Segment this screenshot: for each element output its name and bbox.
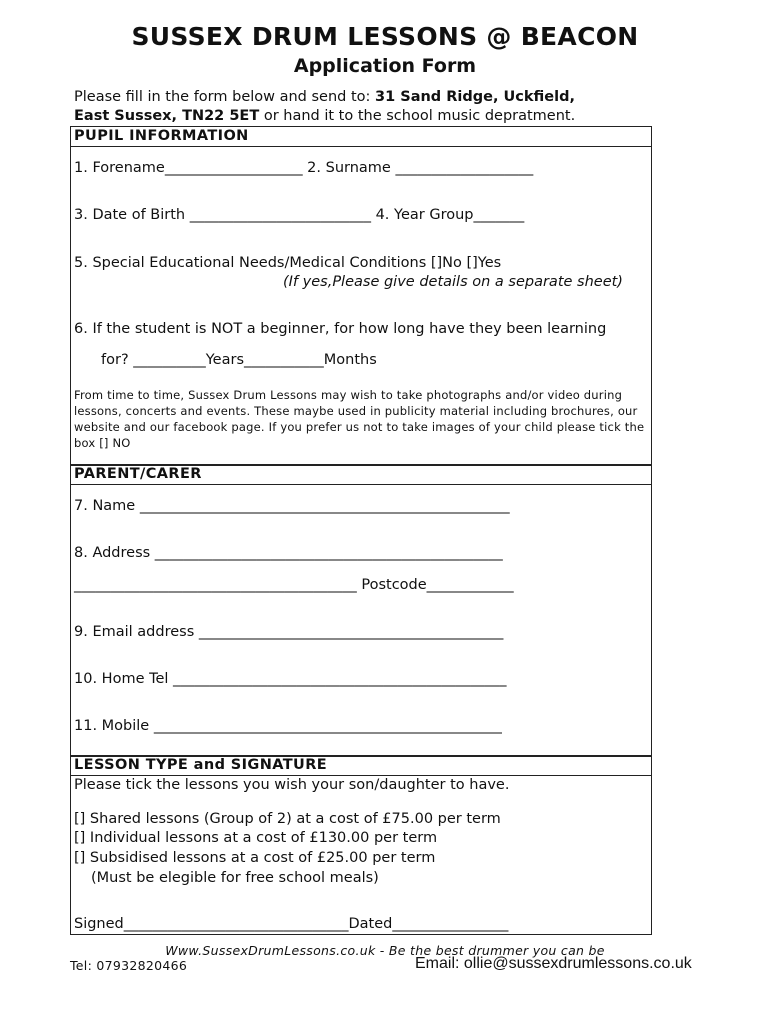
intro-line-2 xyxy=(74,108,575,124)
home-tel-field[interactable]: 10. Home Tel ______________________________________________ xyxy=(74,671,507,687)
subsidised-note: (Must be elegible for free school meals) xyxy=(91,870,379,886)
page-title: SUSSEX DRUM LESSONS @ BEACON xyxy=(131,22,639,51)
experience-duration-field[interactable]: for? __________Years___________Months xyxy=(101,352,377,368)
experience-question: 6. If the student is NOT a beginner, for how long have they been learning xyxy=(74,321,607,337)
individual-lessons-option[interactable]: [] Individual lessons at a cost of £130.00 per term xyxy=(74,830,438,846)
intro-address-line-2: East Sussex, TN22 5ET xyxy=(74,108,260,124)
parent-carer-section xyxy=(70,464,652,757)
shared-lessons-option[interactable]: [] Shared lessons (Group of 2) at a cost of £75.00 per term xyxy=(74,811,501,827)
footer-website: Www.SussexDrumLessons.co.uk - Be the best drummer you can be xyxy=(165,943,605,958)
intro-text: Please fill in the form below and send to: xyxy=(74,89,376,105)
footer-telephone: Tel: 07932820466 xyxy=(70,958,188,973)
subsidised-lessons-option[interactable]: [] Subsidised lessons at a cost of £25.00 per term xyxy=(74,850,436,866)
form-subtitle: Application Form xyxy=(293,55,477,77)
photo-consent-notice[interactable]: From time to time, Sussex Drum Lessons may wish to take photographs and/or video during lessons, concerts and events. These maybe used in publicity material including brochures, our website and our facebook page. If you prefer us not to take images of your child please tick the box [] NO xyxy=(74,388,645,450)
pupil-information-heading: PUPIL INFORMATION xyxy=(71,127,651,147)
intro-line-1 xyxy=(74,89,575,105)
address-postcode-field[interactable]: _______________________________________ Postcode____________ xyxy=(74,577,514,593)
special-needs-field[interactable]: 5. Special Educational Needs/Medical Conditions []No []Yes xyxy=(74,255,502,271)
intro-address: 31 Sand Ridge, Uckfield, xyxy=(375,89,575,105)
parent-carer-heading: PARENT/CARER xyxy=(71,465,651,485)
lesson-type-heading: LESSON TYPE and SIGNATURE xyxy=(71,756,651,776)
signature-date-field[interactable]: Signed_______________________________Dated________________ xyxy=(74,916,509,932)
parent-name-field[interactable]: 7. Name ___________________________________________________ xyxy=(74,498,510,514)
special-needs-note: (If yes,Please give details on a separate sheet) xyxy=(283,274,623,290)
footer-email: Email: ollie@sussexdrumlessons.co.uk xyxy=(415,955,692,972)
address-field[interactable]: 8. Address ________________________________________________ xyxy=(74,545,503,561)
pupil-information-section xyxy=(70,126,652,466)
intro-text-2: or hand it to the school music depratment. xyxy=(259,108,576,124)
forename-surname-field[interactable]: 1. Forename___________________ 2. Surname ___________________ xyxy=(74,160,534,176)
mobile-field[interactable]: 11. Mobile ________________________________________________ xyxy=(74,718,502,734)
lesson-type-section xyxy=(70,755,652,935)
lesson-instruction: Please tick the lessons you wish your son/daughter to have. xyxy=(74,777,510,793)
dob-year-group-field[interactable]: 3. Date of Birth _________________________ 4. Year Group_______ xyxy=(74,207,525,223)
email-field[interactable]: 9. Email address __________________________________________ xyxy=(74,624,504,640)
